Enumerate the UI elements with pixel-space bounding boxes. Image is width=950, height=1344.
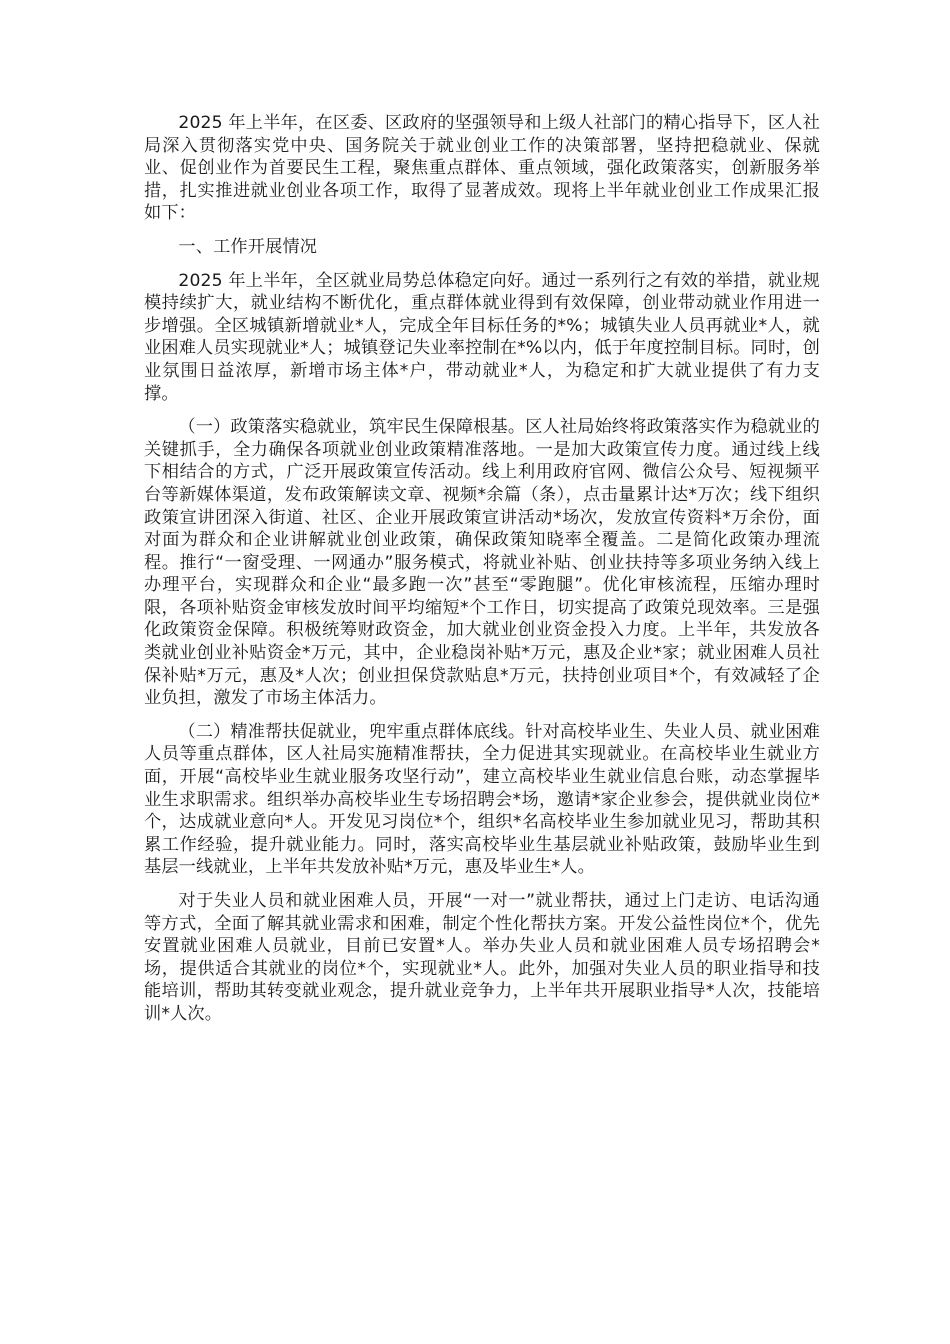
intro-paragraph: 2025 年上半年，在区委、区政府的坚强领导和上级人社部门的精心指导下，区人社局深入贯彻落实党中央、国务院关于就业创业工作的决策部署，坚持把稳就业、保就业、促创业作为首要民生工程，聚焦重点群体、重点领域，强化政策落实，创新服务举措，扎实推进就业创业各项工作，取得了显著成效。现将上半年就业创业工作成果汇报如下： [144,113,820,224]
section-one-heading: 一、工作开展情况 [178,236,318,257]
assistance-paragraph: （二）精准帮扶促就业，兜牢重点群体底线。针对高校毕业生、失业人员、就业困难人员等重点群体，区人社局实施精准帮扶，全力促进其实现就业。在高校毕业生就业方面，开展“高校毕业生就业服务攻坚行动”，建立高校毕业生就业信息台账，动态掌握毕业生求职需求。组织举办高校毕业生专场招聘会*场，邀请*家企业参会，提供就业岗位*个，达成就业意向*人。开发见习岗位*个，组织*名高校毕业生参加就业见习，帮助其积累工作经验，提升就业能力。同时，落实高校毕业生基层就业补贴政策，鼓励毕业生到基层一线就业，上半年共发放补贴*万元，惠及毕业生*人。 [144,721,820,878]
unemployed-assistance-paragraph: 对于失业人员和就业困难人员，开展“一对一”就业帮扶，通过上门走访、电话沟通等方式，全面了解其就业需求和困难，制定个性化帮扶方案。开发公益性岗位*个，优先安置就业困难人员就业，目前已安置*人。举办失业人员和就业困难人员专场招聘会*场，提供适合其就业的岗位*个，实现就业*人。此外，加强对失业人员的职业指导和技能培训，帮助其转变就业观念，提升就业竞争力，上半年共开展职业指导*人次，技能培训*人次。 [144,891,820,1024]
document-body [144,112,820,1037]
policy-paragraph: （一）政策落实稳就业，筑牢民生保障根基。区人社局始终将政策落实作为稳就业的关键抓手，全力确保各项就业创业政策精准落地。一是加大政策宣传力度。通过线上线下相结合的方式，广泛开展政策宣传活动。线上利用政府官网、微信公众号、短视频平台等新媒体渠道，发布政策解读文章、视频*余篇（条），点击量累计达*万次；线下组织政策宣讲团深入街道、社区、企业开展政策宣讲活动*场次，发放宣传资料*万余份，面对面为群众和企业讲解就业创业政策，确保政策知晓率全覆盖。二是简化政策办理流程。推行“一窗受理、一网通办”服务模式，将就业补贴、创业扶持等多项业务纳入线上办理平台，实现群众和企业“最多跑一次”甚至“零跑腿”。优化审核流程，压缩办理时限，各项补贴资金审核发放时间平均缩短*个工作日，切实提高了政策兑现效率。三是强化政策资金保障。积极统筹财政资金，加大就业创业资金投入力度。上半年，共发放各类就业创业补贴资金*万元，其中，企业稳岗补贴*万元，惠及企业*家；就业困难人员社保补贴*万元，惠及*人次；创业担保贷款贴息*万元，扶持创业项目*个，有效减轻了企业负担，激发了市场主体活力。 [144,417,820,709]
overview-paragraph: 2025 年上半年，全区就业局势总体稳定向好。通过一系列行之有效的举措，就业规模持续扩大，就业结构不断优化，重点群体就业得到有效保障，创业带动就业作用进一步增强。全区城镇新增就业*人，完成全年目标任务的*%；城镇失业人员再就业*人，就业困难人员实现就业*人；城镇登记失业率控制在*%以内，低于年度控制目标。同时，创业氛围日益浓厚，新增市场主体*户，带动就业*人，为稳定和扩大就业提供了有力支撑。 [144,270,820,404]
